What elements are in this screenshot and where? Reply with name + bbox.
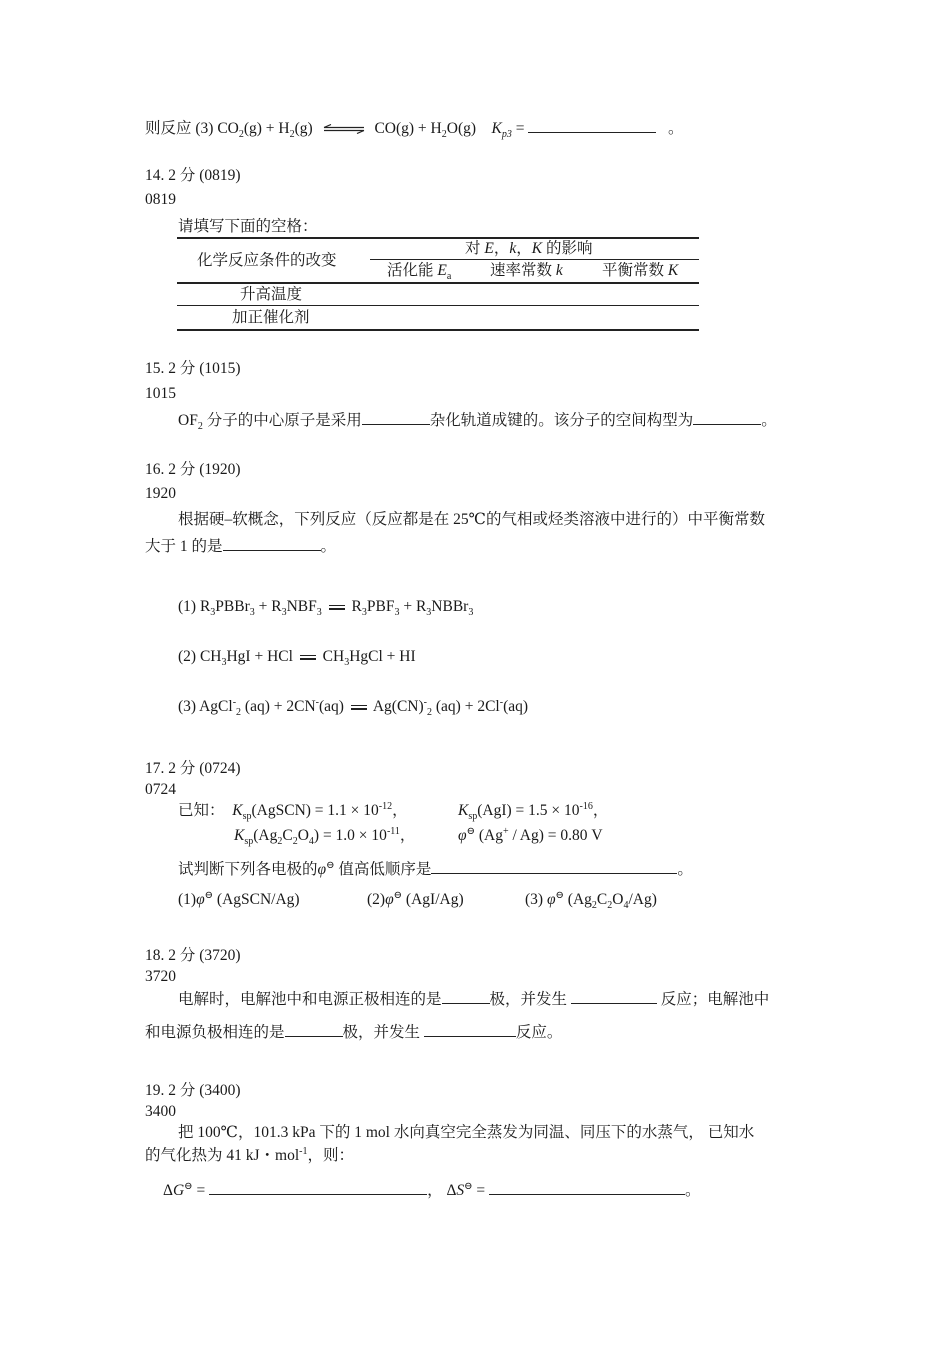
text: CH bbox=[322, 648, 345, 665]
text: O bbox=[612, 891, 624, 908]
sub: sp bbox=[242, 811, 252, 823]
text: ， bbox=[399, 827, 416, 844]
sup: ⊖ bbox=[555, 889, 564, 901]
text: (2) CH bbox=[178, 648, 222, 665]
text: HgCl + HI bbox=[349, 648, 416, 665]
q15-code: 1015 bbox=[145, 385, 176, 402]
text: 电解时，电解池中和电源正极相连的是 bbox=[178, 991, 442, 1008]
sub: 3 bbox=[344, 657, 350, 669]
col-header-activation-energy bbox=[387, 262, 452, 283]
text: 的气化热为 41 kJ・mol bbox=[145, 1147, 300, 1164]
text: R bbox=[351, 598, 362, 615]
text: 反应。 bbox=[515, 1024, 563, 1041]
text: HgI + HCl bbox=[226, 648, 293, 665]
q18-line1 bbox=[178, 988, 769, 1010]
equals-sign-icon bbox=[329, 603, 345, 612]
sub: a bbox=[446, 271, 452, 283]
text: + R bbox=[254, 598, 282, 615]
text: /Ag) bbox=[628, 891, 657, 908]
q19-answer-line bbox=[163, 1179, 701, 1201]
text: ， bbox=[493, 240, 510, 257]
answer-blank[interactable] bbox=[285, 1021, 343, 1037]
text: (aq) bbox=[503, 698, 529, 715]
q15-header: 15. 2 分 (1015) bbox=[145, 360, 241, 377]
col-header-equilibrium-constant bbox=[602, 262, 678, 280]
text: ，则： bbox=[307, 1147, 355, 1164]
text: 的影响 bbox=[542, 240, 593, 257]
sub: p3 bbox=[501, 129, 512, 141]
text: (Ag bbox=[253, 827, 278, 844]
q18-line2 bbox=[145, 1021, 562, 1043]
q14-code: 0819 bbox=[145, 191, 176, 208]
sub: 3 bbox=[249, 607, 255, 619]
text: (aq) + 2CN bbox=[241, 698, 316, 715]
text: (AgSCN/Ag) bbox=[213, 891, 300, 908]
sub: 3 bbox=[221, 657, 227, 669]
sub: sp bbox=[244, 836, 254, 848]
text: (Ag bbox=[563, 891, 592, 908]
q16-header: 16. 2 分 (1920) bbox=[145, 461, 241, 478]
text: (2) bbox=[367, 891, 386, 908]
text: 极，并发生 bbox=[489, 991, 571, 1008]
text: φ bbox=[385, 891, 394, 908]
sub: sp bbox=[468, 811, 478, 823]
equals-sign-icon bbox=[351, 703, 367, 712]
sub: 2 bbox=[292, 836, 298, 848]
text: 大于 1 的是 bbox=[145, 538, 223, 555]
q17-option-1 bbox=[178, 890, 300, 910]
text: (AgI) = 1.5 × 10 bbox=[477, 802, 580, 819]
text: 活化能 bbox=[387, 262, 438, 279]
text: 对 bbox=[465, 240, 485, 257]
sup: ⊖ bbox=[464, 1180, 473, 1192]
text: (1) bbox=[178, 891, 197, 908]
equals-sign-icon bbox=[300, 653, 316, 662]
text: 。 bbox=[761, 412, 777, 429]
text: (aq) bbox=[318, 698, 344, 715]
sup: ⊖ bbox=[466, 825, 475, 837]
q16-code: 1920 bbox=[145, 485, 176, 502]
text: NBBr bbox=[431, 598, 469, 615]
q13-reaction-line bbox=[145, 117, 684, 139]
text: φ bbox=[458, 827, 467, 844]
delta-s-blank[interactable] bbox=[489, 1179, 685, 1195]
text: K bbox=[531, 240, 543, 257]
sup: -12 bbox=[378, 800, 393, 812]
q18-code: 3720 bbox=[145, 968, 176, 985]
q17-known-line2 bbox=[234, 826, 415, 846]
col-header-rate-constant bbox=[490, 262, 563, 280]
text: S bbox=[456, 1182, 465, 1199]
text: 反应；电解池中 bbox=[656, 991, 770, 1008]
text: (g) bbox=[294, 120, 313, 137]
kp-symbol: K bbox=[491, 120, 502, 137]
text: PBBr bbox=[215, 598, 250, 615]
text: + R bbox=[399, 598, 427, 615]
sub: 3 bbox=[468, 607, 474, 619]
q17-known-agi bbox=[458, 801, 608, 821]
sub: 2 bbox=[289, 129, 295, 141]
answer-blank[interactable] bbox=[431, 858, 677, 874]
text: 平衡常数 bbox=[602, 262, 668, 279]
table-bottom-rule bbox=[177, 329, 699, 331]
text: C bbox=[596, 891, 608, 908]
sub: 2 bbox=[441, 129, 447, 141]
text: G bbox=[172, 1182, 185, 1199]
text: (Ag bbox=[474, 827, 503, 844]
text: = bbox=[511, 120, 525, 137]
text: O bbox=[297, 827, 309, 844]
text: E bbox=[437, 262, 447, 279]
answer-blank[interactable] bbox=[223, 535, 321, 551]
text: ) = 1.0 × 10 bbox=[313, 827, 387, 844]
sub: 2 bbox=[236, 707, 242, 719]
q17-known-phi bbox=[458, 826, 603, 846]
text: (3) AgCl bbox=[178, 698, 233, 715]
sup: ⊖ bbox=[326, 859, 335, 871]
q17-option-2 bbox=[367, 890, 464, 910]
q17-code: 0724 bbox=[145, 781, 176, 798]
text: ， bbox=[516, 240, 532, 257]
sub: 3 bbox=[281, 607, 287, 619]
text: k bbox=[555, 262, 563, 279]
col-header-condition: 化学反应条件的改变 bbox=[197, 252, 337, 269]
table-group-rule bbox=[370, 259, 699, 260]
sup: -1 bbox=[299, 1145, 308, 1157]
sup: - bbox=[499, 696, 504, 708]
delta-g-blank[interactable] bbox=[209, 1179, 427, 1195]
text: 试判断下列各电极的 bbox=[178, 861, 318, 878]
sub: 3 bbox=[394, 607, 400, 619]
table-row: 升高温度 bbox=[240, 286, 303, 303]
group-header bbox=[465, 240, 593, 258]
text: K bbox=[234, 827, 245, 844]
sub: 2 bbox=[277, 836, 283, 848]
text: C bbox=[282, 827, 293, 844]
text: K bbox=[458, 802, 469, 819]
sub: 4 bbox=[623, 900, 629, 912]
text: ， bbox=[592, 802, 609, 819]
q17-known-line1 bbox=[178, 801, 408, 821]
table-header-rule bbox=[177, 282, 699, 284]
sup: -11 bbox=[386, 825, 400, 837]
answer-blank[interactable] bbox=[693, 409, 761, 425]
sup: ⊖ bbox=[204, 889, 214, 901]
answer-blank[interactable] bbox=[571, 988, 657, 1004]
sub: 2 bbox=[427, 707, 432, 719]
sub: 4 bbox=[308, 836, 314, 848]
text: 已知： bbox=[178, 802, 225, 819]
q19-code: 3400 bbox=[145, 1103, 176, 1120]
text: NBF bbox=[286, 598, 317, 615]
text: k bbox=[509, 240, 517, 257]
sub: 3 bbox=[426, 607, 432, 619]
text: = bbox=[192, 1182, 210, 1199]
text: 速率常数 bbox=[490, 262, 556, 279]
answer-blank[interactable] bbox=[362, 409, 430, 425]
q18-header: 18. 2 分 (3720) bbox=[145, 947, 241, 964]
sup: - bbox=[423, 696, 427, 708]
q17-header: 17. 2 分 (0724) bbox=[145, 760, 241, 777]
table-row-rule bbox=[177, 305, 699, 306]
q14-header: 14. 2 分 (0819) bbox=[145, 167, 241, 184]
text: 分子的中心原子是采用 bbox=[202, 412, 362, 429]
q16-reaction-3 bbox=[178, 697, 528, 717]
text: CO(g) + H bbox=[374, 120, 442, 137]
q14-prompt: 请填写下面的空格： bbox=[178, 218, 318, 235]
table-row: 加正催化剂 bbox=[232, 309, 310, 326]
answer-blank[interactable] bbox=[528, 117, 656, 133]
text: = bbox=[472, 1182, 490, 1199]
q16-reaction-2 bbox=[178, 647, 416, 667]
text: φ bbox=[317, 861, 327, 878]
text: K bbox=[232, 802, 243, 819]
q16-line1: 根据硬–软概念，下列反应（反应都是在 25℃的气相或烃类溶液中进行的）中平衡常数 bbox=[178, 511, 765, 528]
text: / Ag) = 0.80 V bbox=[508, 827, 603, 844]
text: 。 bbox=[668, 120, 684, 137]
text: O(g) bbox=[446, 120, 477, 137]
q19-line1: 把 100℃，101.3 kPa 下的 1 mol 水向真空完全蒸发为同温、同压下的水蒸气， 已知水 bbox=[178, 1124, 755, 1141]
q17-ask bbox=[178, 858, 693, 880]
text: 和电源负极相连的是 bbox=[145, 1024, 285, 1041]
text: (AgI/Ag) bbox=[402, 891, 464, 908]
text: (3) bbox=[525, 891, 547, 908]
sub: 2 bbox=[607, 900, 613, 912]
sup: ⊖ bbox=[393, 889, 403, 901]
text: OF bbox=[178, 412, 198, 429]
text: 杂化轨道成键的。该分子的空间构型为 bbox=[429, 412, 694, 429]
text: Ag(CN) bbox=[372, 698, 424, 715]
text: (aq) + 2Cl bbox=[432, 698, 500, 715]
text: 。 bbox=[677, 861, 693, 878]
text: K bbox=[667, 262, 679, 279]
q15-question bbox=[178, 409, 777, 431]
text: φ bbox=[546, 891, 556, 908]
table-top-rule bbox=[177, 237, 699, 239]
sup: - bbox=[315, 696, 319, 708]
text: (AgSCN) = 1.1 × 10 bbox=[251, 802, 379, 819]
answer-blank[interactable] bbox=[442, 988, 490, 1004]
text: 值高低顺序是 bbox=[334, 861, 432, 878]
text: φ bbox=[196, 891, 205, 908]
text: (1) R bbox=[178, 598, 211, 615]
q19-line2 bbox=[145, 1146, 354, 1166]
text: PBF bbox=[366, 598, 395, 615]
text: (g) + H bbox=[243, 120, 290, 137]
text: Δ bbox=[163, 1182, 173, 1199]
text: 。 bbox=[320, 538, 337, 555]
q19-header: 19. 2 分 (3400) bbox=[145, 1082, 241, 1099]
text: 则反应 (3) CO bbox=[145, 120, 239, 137]
q16-line2 bbox=[145, 535, 336, 557]
q17-option-3 bbox=[525, 890, 657, 910]
sup: - bbox=[232, 696, 237, 708]
q16-reaction-1 bbox=[178, 597, 473, 617]
sub: 2 bbox=[591, 900, 597, 912]
equilibrium-arrow-icon bbox=[323, 124, 365, 134]
sub: 2 bbox=[197, 421, 203, 433]
sup: + bbox=[502, 825, 509, 837]
sub: 2 bbox=[238, 129, 244, 141]
text: ， bbox=[392, 802, 408, 819]
text: ， Δ bbox=[427, 1182, 457, 1199]
sub: 3 bbox=[316, 607, 322, 619]
answer-blank[interactable] bbox=[424, 1021, 516, 1037]
text: 。 bbox=[685, 1182, 701, 1199]
sup: ⊖ bbox=[184, 1180, 193, 1192]
sub: 3 bbox=[210, 607, 216, 619]
sup: -16 bbox=[579, 800, 593, 812]
text: E bbox=[484, 240, 494, 257]
text: 极，并发生 bbox=[342, 1024, 424, 1041]
sub: 3 bbox=[361, 607, 367, 619]
